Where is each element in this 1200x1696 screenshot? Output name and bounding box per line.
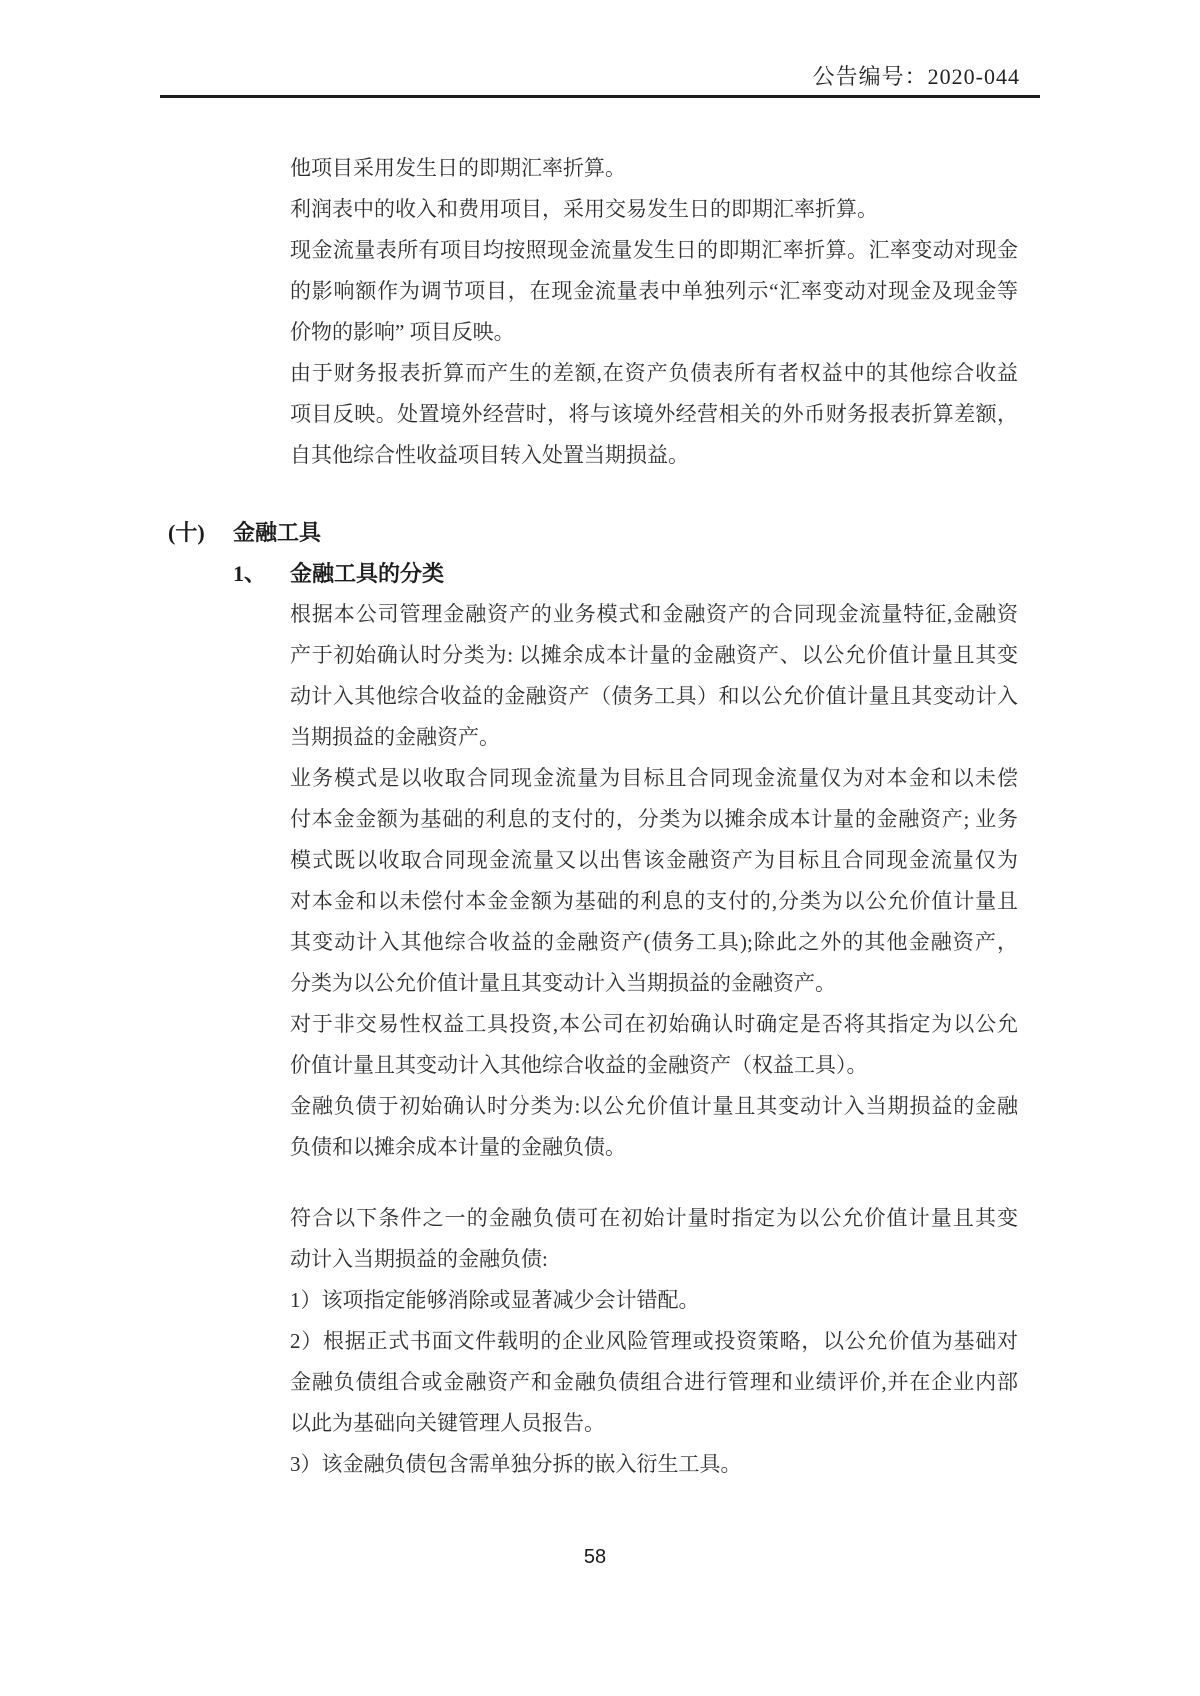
paragraph xyxy=(168,230,1030,353)
paragraph xyxy=(168,148,1030,189)
subsection-title: 金融工具的分类 xyxy=(290,561,445,586)
text-line: 项目反映。处置境外经营时，将与该境外经营相关的外币财务报表折算差额， xyxy=(290,402,1018,426)
text-line: 1）该项指定能够消除或显著减少会计错配。 xyxy=(290,1288,700,1312)
text-line: 模式既以收取合同现金流量又以出售该金融资产为目标且合同现金流量仅为 xyxy=(290,848,1018,872)
text-line: 金融负债于初始确认时分类为:以公允价值计量且其变动计入当期损益的金融 xyxy=(290,1094,1018,1118)
text-line: 业务模式是以收取合同现金流量为目标且合同现金流量仅为对本金和以未偿 xyxy=(290,766,1018,790)
paragraph xyxy=(168,1198,1030,1280)
text-line: 当期损益的金融资产。 xyxy=(290,725,500,749)
paragraph xyxy=(168,189,1030,230)
text-line: 3）该金融负债包含需单独分拆的嵌入衍生工具。 xyxy=(290,1452,742,1476)
intro-paragraphs xyxy=(168,148,1030,476)
text-line: 动计入当期损益的金融负债: xyxy=(290,1247,548,1271)
text-line: 其变动计入其他综合收益的金融资产(债务工具);除此之外的其他金融资产， xyxy=(290,930,1018,954)
text-line: 价物的影响” 项目反映。 xyxy=(290,320,515,344)
text-line: 由于财务报表折算而产生的差额,在资产负债表所有者权益中的其他综合收益 xyxy=(290,361,1018,385)
text-line: 根据本公司管理金融资产的业务模式和金融资产的合同现金流量特征,金融资 xyxy=(290,602,1018,626)
header-divider xyxy=(160,95,1040,98)
body-paragraphs xyxy=(168,594,1030,1485)
paragraph xyxy=(168,1444,1030,1485)
paragraph xyxy=(168,1280,1030,1321)
paragraph xyxy=(168,594,1030,758)
text-line: 以此为基础向关键管理人员报告。 xyxy=(290,1411,605,1435)
text-line: 2）根据正式书面文件载明的企业风险管理或投资策略，以公允价值为基础对 xyxy=(290,1329,1018,1353)
text-line: 利润表中的收入和费用项目，采用交易发生日的即期汇率折算。 xyxy=(290,197,878,221)
text-line: 对本金和以未偿付本金金额为基础的利息的支付的,分类为以公允价值计量且 xyxy=(290,889,1018,913)
text-line: 符合以下条件之一的金融负债可在初始计量时指定为以公允价值计量且其变 xyxy=(290,1206,1018,1230)
paragraph xyxy=(168,353,1030,476)
paragraph xyxy=(168,1004,1030,1086)
section-heading xyxy=(168,512,1030,553)
text-line: 负债和以摊余成本计量的金融负债。 xyxy=(290,1135,626,1159)
text-line: 金融负债组合或金融资产和金融负债组合进行管理和业绩评价,并在企业内部 xyxy=(290,1370,1018,1394)
text-line: 的影响额作为调节项目，在现金流量表中单独列示“汇率变动对现金及现金等 xyxy=(290,279,1018,303)
text-line: 价值计量且其变动计入其他综合收益的金融资产（权益工具）。 xyxy=(290,1053,868,1077)
announcement-number: 公告编号：2020-044 xyxy=(812,64,1020,89)
document-content xyxy=(168,148,1030,1485)
text-line: 自其他综合性收益项目转入处置当期损益。 xyxy=(290,443,689,467)
text-line: 分类为以公允价值计量且其变动计入当期损益的金融资产。 xyxy=(290,971,836,995)
page-header xyxy=(160,62,1020,92)
text-line: 他项目采用发生日的即期汇率折算。 xyxy=(290,156,626,180)
page-footer xyxy=(0,1542,1190,1572)
text-line: 产于初始确认时分类为: 以摊余成本计量的金融资产、以公允价值计量且其变 xyxy=(290,643,1018,667)
paragraph xyxy=(168,758,1030,1004)
text-line: 动计入其他综合收益的金融资产（债务工具）和以公允价值计量且其变动计入 xyxy=(290,684,1018,708)
text-line: 对于非交易性权益工具投资,本公司在初始确认时确定是否将其指定为以公允 xyxy=(290,1012,1018,1036)
paragraph xyxy=(168,1321,1030,1444)
paragraph xyxy=(168,1086,1030,1168)
section-label: (十) xyxy=(168,520,205,545)
subsection-heading xyxy=(168,553,1030,594)
page-number: 58 xyxy=(583,1546,607,1568)
subsection-label: 1、 xyxy=(233,561,267,586)
section-title: 金融工具 xyxy=(233,520,322,545)
text-line: 现金流量表所有项目均按照现金流量发生日的即期汇率折算。汇率变动对现金 xyxy=(290,238,1018,262)
text-line: 付本金金额为基础的利息的支付的，分类为以摊余成本计量的金融资产; 业务 xyxy=(290,807,1018,831)
